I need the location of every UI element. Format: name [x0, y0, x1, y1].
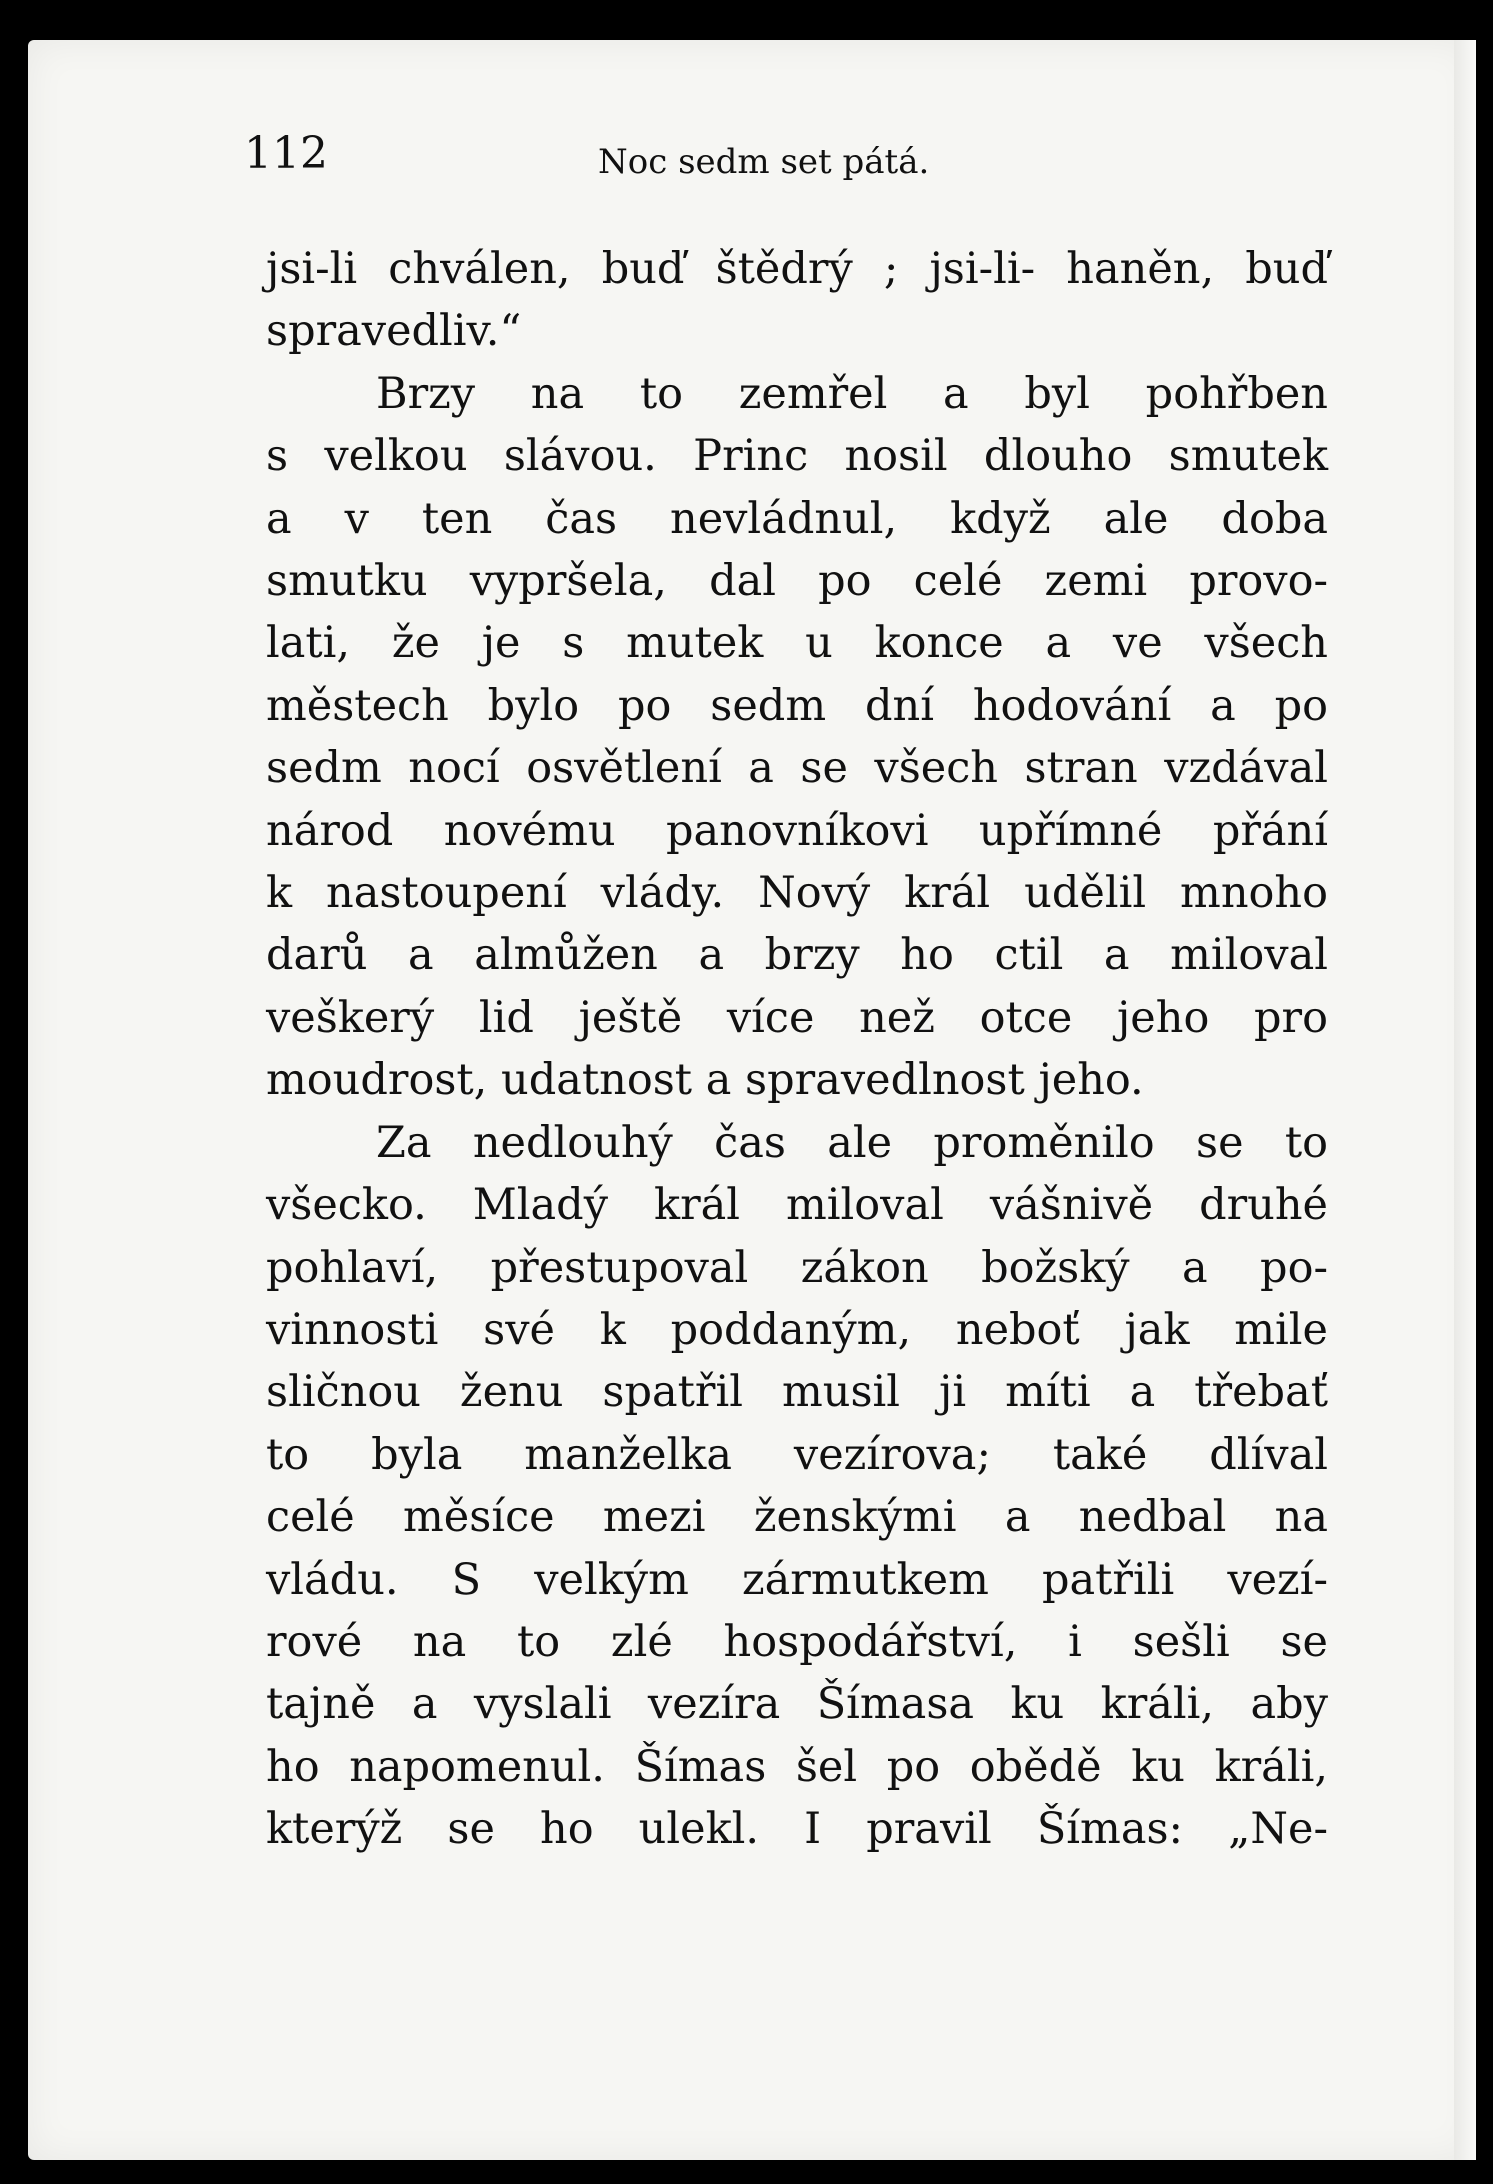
text-line: k nastoupení vlády. Nový král udělil mnoho	[266, 868, 1328, 919]
text-line: ho napomenul. Šímas šel po obědě ku králi,	[266, 1741, 1328, 1792]
text-line: sedm nocí osvětlení a se všech stran vzdával	[266, 743, 1328, 794]
text-line: smutku vypršela, dal po celé zemi provo-	[266, 556, 1328, 607]
text-line: spravedliv.“	[266, 306, 522, 357]
text-line: všecko. Mladý král miloval vášnivě druhé	[266, 1180, 1328, 1231]
text-line: národ novému panovníkovi upřímné přání	[266, 805, 1328, 856]
text-line: Za nedlouhý čas ale proměnilo se to	[376, 1117, 1328, 1168]
text-line: sličnou ženu spatřil musil ji míti a třebať	[266, 1367, 1328, 1418]
text-line: vinnosti své k poddaným, neboť jak mile	[266, 1304, 1328, 1355]
text-line: to byla manželka vezírova; také dlíval	[266, 1429, 1328, 1480]
text-line: a v ten čas nevládnul, když ale doba	[266, 493, 1328, 544]
text-line: moudrost, udatnost a spravedlnost jeho.	[266, 1055, 1144, 1106]
text-line: vládu. S velkým zármutkem patřili vezí-	[266, 1554, 1328, 1605]
text-line: celé měsíce mezi ženskými a nedbal na	[266, 1492, 1328, 1543]
running-head: Noc sedm set pátá.	[598, 142, 930, 182]
text-line: veškerý lid ještě více než otce jeho pro	[266, 992, 1328, 1043]
text-line: městech bylo po sedm dní hodování a po	[266, 680, 1328, 731]
text-line: Brzy na to zemřel a byl pohřben	[376, 368, 1328, 419]
text-line: tajně a vyslali vezíra Šímasa ku králi, aby	[266, 1679, 1328, 1730]
page-edge	[1454, 40, 1476, 2160]
text-line: darů a almůžen a brzy ho ctil a miloval	[266, 930, 1328, 981]
text-line: pohlaví, přestupoval zákon božský a po-	[266, 1242, 1328, 1293]
text-line: s velkou slávou. Princ nosil dlouho smutek	[266, 431, 1328, 482]
text-line: kterýž se ho ulekl. I pravil Šímas: „Ne-	[266, 1804, 1328, 1855]
body-text	[266, 238, 1328, 1861]
text-line: lati, že je s mutek u konce a ve všech	[266, 618, 1328, 669]
page-header	[244, 128, 1004, 188]
page-number: 112	[244, 128, 328, 179]
text-line: rové na to zlé hospodářství, i sešli se	[266, 1616, 1328, 1667]
text-line: jsi-li chválen, buď štědrý ; jsi-li- haněn, buď	[266, 244, 1328, 294]
